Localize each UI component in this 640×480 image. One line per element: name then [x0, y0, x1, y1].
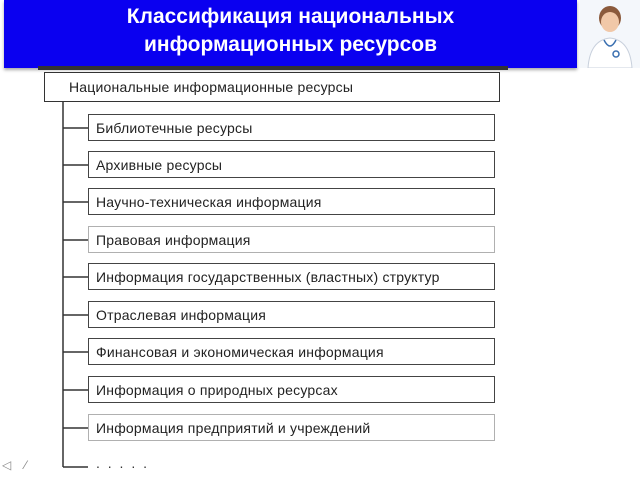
root-node [44, 72, 500, 102]
node-industry-info [88, 301, 495, 328]
slide-nav-controls [2, 458, 27, 472]
node-legal-info [88, 226, 495, 253]
node-financial-economic-info [88, 338, 495, 365]
node-label: Архивные ресурсы [96, 156, 223, 173]
node-label: Правовая информация [96, 231, 251, 248]
node-scientific-technical-info [88, 188, 495, 215]
node-label: Информация о природных ресурсах [96, 381, 338, 398]
node-government-structures-info [88, 263, 495, 290]
node-enterprises-info [88, 414, 495, 441]
slide-title: Классификация национальных информационных ресурсов [126, 5, 455, 56]
node-label: Научно-техническая информация [96, 193, 322, 210]
node-label: Финансовая и экономическая информация [96, 343, 384, 360]
speaker-icon[interactable]: ◁ [2, 458, 12, 472]
node-label: Отраслевая информация [96, 306, 267, 323]
node-label: Информация государственных (властных) структур [96, 268, 440, 285]
pen-icon[interactable]: ⁄ [24, 458, 27, 472]
node-library-resources [88, 114, 495, 141]
node-label: Библиотечные ресурсы [96, 119, 253, 136]
node-natural-resources-info [88, 376, 495, 403]
node-archive-resources [88, 151, 495, 178]
root-node-label: Национальные информационные ресурсы [69, 79, 354, 95]
node-label: Информация предприятий и учреждений [96, 419, 371, 436]
ellipsis-more: . . . . . [96, 455, 150, 471]
